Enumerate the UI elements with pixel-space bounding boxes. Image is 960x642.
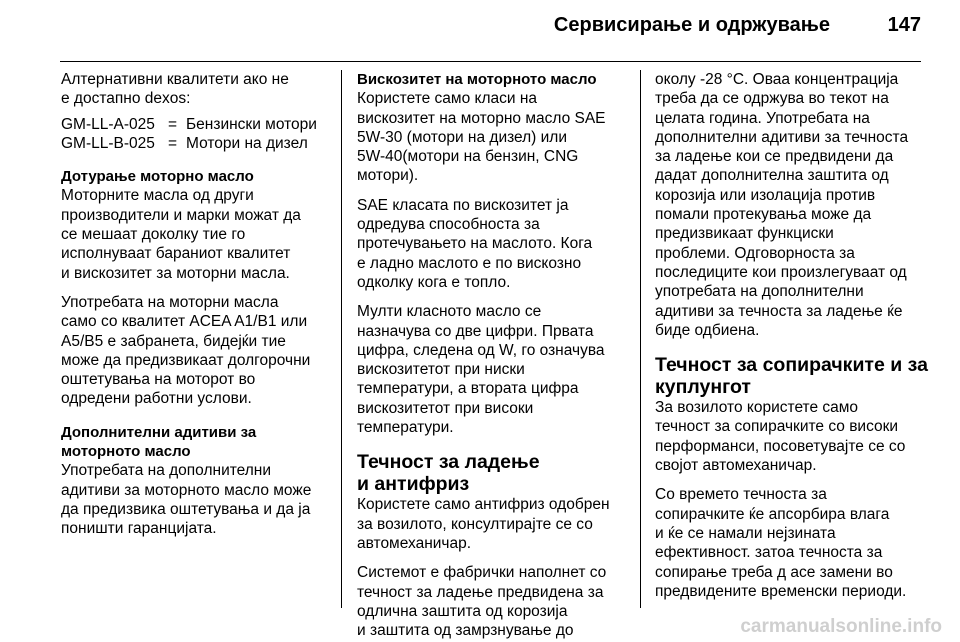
text-line: треба да се одржува во текот на	[655, 90, 889, 108]
paragraph	[61, 186, 329, 282]
text-line: корозија или изолација против	[655, 186, 876, 204]
spec-code: GM-LL-B-025	[61, 134, 155, 152]
text-line: својот автомеханичар.	[655, 457, 817, 475]
section-heading-oil-topup: Дотурање моторно масло	[61, 168, 254, 186]
heading-line: и антифриз	[357, 473, 470, 496]
heading-line: моторното масло	[61, 443, 191, 461]
paragraph	[655, 485, 923, 601]
heading-line: Течност за сопирачките и за	[655, 354, 928, 377]
heading-line: Дополнителни адитиви за	[61, 423, 257, 441]
text-line: цифра, следена од W, го означува	[357, 341, 605, 359]
paragraph	[655, 70, 923, 340]
paragraph	[357, 89, 635, 185]
paragraph	[655, 398, 923, 475]
header-divider	[60, 61, 921, 62]
text-line: за возилото, консултирајте се со	[357, 515, 593, 533]
text-line: мотори).	[357, 167, 419, 185]
section-heading-coolant	[357, 451, 635, 495]
text-line: назначува со две цифри. Првата	[357, 322, 594, 340]
text-line: Користете само антифриз одобрен	[357, 496, 610, 514]
text-line: сопирање треба д асе замени во	[655, 563, 893, 581]
text-line: одредува способноста за	[357, 216, 540, 234]
text-line: адитиви за моторното масло може	[61, 481, 312, 499]
text-line: и заштита од замрзнување до	[357, 622, 574, 640]
text-line: Употребата на дополнителни	[61, 462, 272, 480]
spec-equals: =	[168, 134, 178, 152]
column-divider-1	[341, 70, 342, 608]
text-line: околу -28 °C. Оваа концентрација	[655, 71, 899, 88]
column-1	[61, 70, 329, 539]
text-line: за ладење кои се предвидени да	[655, 148, 894, 166]
heading-line: Течност за ладење	[357, 451, 540, 474]
paragraph	[357, 302, 635, 437]
text-line: A5/B5 е забранета, бидејќи тие	[61, 332, 286, 350]
page-number: 147	[887, 14, 921, 36]
text-line: SAE класата по вискозитет ја	[357, 196, 569, 214]
text-line: само со квалитет ACEA A1/B1 или	[61, 313, 308, 331]
text-line: исполнуваат бараниот квалитет	[61, 245, 291, 263]
spec-description: Мотори на дизел	[186, 134, 308, 152]
paragraph	[357, 196, 635, 292]
spec-row	[61, 115, 329, 134]
section-heading-brake-fluid	[655, 354, 928, 399]
paragraph	[61, 293, 329, 409]
text-line: Алтернативни квалитети ако не	[61, 71, 289, 88]
text-line: ефективност. затоа течноста за	[655, 544, 883, 562]
text-line: производители и марки можат да	[61, 206, 301, 224]
intro-paragraph	[61, 70, 329, 109]
text-line: дополнителни адитиви за течноста	[655, 128, 909, 146]
text-line: и ќе се намали нејзината	[655, 524, 836, 542]
text-line: Со времето течноста за	[655, 486, 827, 504]
text-line: одредени работни услови.	[61, 390, 252, 408]
text-line: предизвикаат функциски	[655, 225, 834, 243]
text-line: да предизвика оштетувања и да ја	[61, 500, 311, 518]
running-header-title: Сервисирање и одржување	[553, 14, 830, 36]
text-line: помали протекувања може да	[655, 206, 872, 224]
text-line: е ладно маслото е по вискозно	[357, 254, 582, 272]
heading-line: куплунгот	[655, 376, 751, 399]
text-line: целата година. Употребата на	[655, 109, 870, 127]
text-line: предвидените временски периоди.	[655, 582, 907, 600]
text-line: Моторните масла од други	[61, 187, 254, 205]
spec-code: GM-LL-A-025	[61, 115, 155, 133]
text-line: Мулти класното масло се	[357, 303, 542, 321]
text-line: е достапно dexos:	[61, 90, 191, 108]
oil-spec-table	[61, 115, 329, 154]
text-line: 5W-40(мотори на бензин, CNG	[357, 148, 579, 166]
paragraph	[357, 495, 635, 553]
text-line: течност за сопирачките со високи	[655, 418, 899, 436]
text-line: температури, а втората цифра	[357, 380, 579, 398]
text-line: протечувањето на маслото. Кога	[357, 235, 593, 253]
text-line: За возилото користете само	[655, 399, 859, 417]
section-heading-viscosity: Вискозитет на моторното масло	[357, 71, 597, 88]
text-line: автомеханичар.	[357, 534, 472, 552]
text-line: оштетувања на моторот во	[61, 371, 256, 389]
column-2	[357, 70, 635, 640]
text-line: употребата на дополнителни	[655, 283, 864, 301]
paragraph	[61, 461, 329, 538]
text-line: одлична заштита од корозија	[357, 602, 568, 620]
column-3	[655, 70, 928, 601]
section-heading-additives	[61, 423, 329, 462]
column-divider-2	[640, 70, 641, 608]
watermark: carmanualsonline.info	[740, 616, 942, 637]
text-line: одколку кога е топло.	[357, 273, 511, 291]
text-line: и вискозитет за моторни масла.	[61, 264, 290, 282]
text-line: адитиви за течноста за ладење ќе	[655, 302, 903, 320]
text-line: вискозитетот при ниски	[357, 361, 525, 379]
text-line: вискозитет на моторно масло SAE	[357, 109, 606, 127]
text-line: сопирачките ќе апсорбира влага	[655, 505, 890, 523]
text-line: течност за ладење предвидена за	[357, 583, 604, 601]
text-line: Користете само класи на	[357, 90, 538, 108]
spec-equals: =	[168, 115, 178, 133]
text-line: Системот е фабрички наполнет со	[357, 564, 607, 582]
text-line: може да предизвикаат долгорочни	[61, 351, 311, 369]
paragraph	[357, 563, 635, 640]
text-line: дадат дополнителна заштита од	[655, 167, 889, 185]
text-line: последиците кои произлегуваат од	[655, 263, 907, 281]
text-line: Употребата на моторни масла	[61, 293, 279, 311]
text-line: се мешаат доколку тие го	[61, 226, 246, 244]
text-line: вискозитетот при високи	[357, 399, 534, 417]
text-line: температури.	[357, 419, 454, 437]
text-line: биде одбиена.	[655, 321, 760, 339]
text-line: поништи гаранцијата.	[61, 520, 217, 538]
spec-row	[61, 134, 329, 153]
text-line: проблеми. Одговорноста за	[655, 244, 855, 262]
text-line: 5W-30 (мотори на дизел) или	[357, 128, 568, 146]
spec-description: Бензински мотори	[186, 115, 317, 133]
text-line: перформанси, посоветувајте се со	[655, 437, 906, 455]
